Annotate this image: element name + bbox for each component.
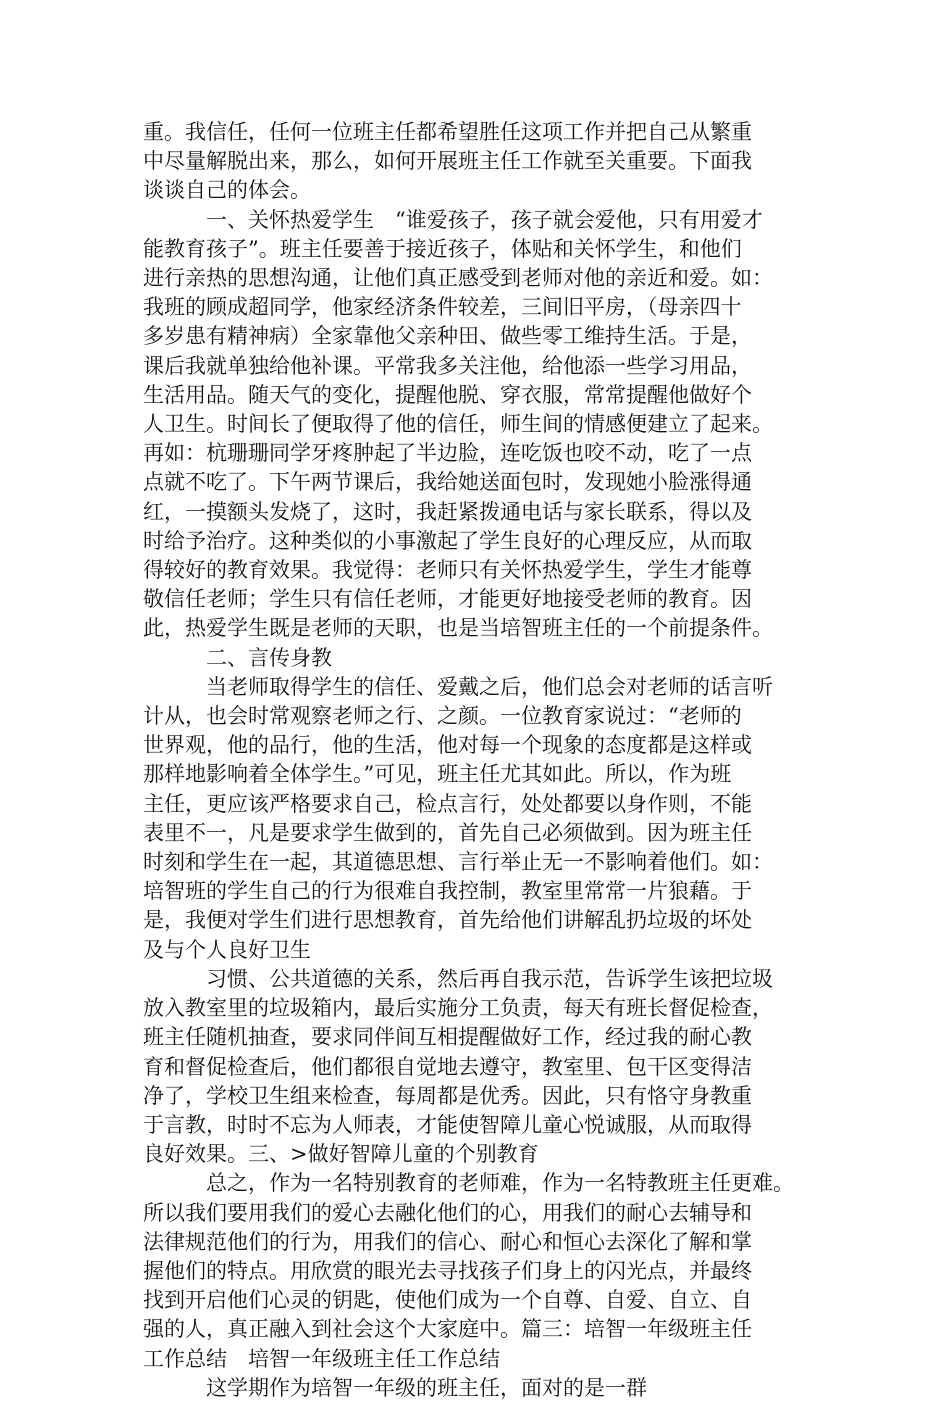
text-line: 法律规范他们的行为，用我们的信心、耐心和恒心去深化了解和掌 [143, 1229, 752, 1254]
text-line: 多岁患有精神病）全家靠他父亲种田、做些零工维持生活。于是， [143, 324, 752, 349]
text-line: 课后我就单独给他补课。平常我多关注他，给他添一些学习用品， [143, 353, 752, 378]
text-line: 那样地影响着全体学生。”可见，班主任尤其如此。所以，作为班 [143, 762, 732, 787]
text-line: 时刻和学生在一起，其道德思想、言行举止无一不影响着他们。如： [143, 850, 773, 875]
text-line: 表里不一，凡是要求学生做到的，首先自己必须做到。因为班主任 [143, 820, 752, 845]
text-line: 谈谈自己的体会。 [143, 178, 311, 203]
text-line: 总之，作为一名特别教育的老师难，作为一名特教班主任更难。 [143, 1171, 794, 1196]
text-line: 找到开启他们心灵的钥匙，使他们成为一个自尊、自爱、自立、自 [143, 1288, 752, 1313]
text-line: 这学期作为培智一年级的班主任，面对的是一群 [143, 1375, 647, 1400]
text-line: 敬信任老师；学生只有信任老师，才能更好地接受老师的教育。因 [143, 587, 752, 612]
text-line: 人卫生。时间长了便取得了他的信任，师生间的情感便建立了起来。 [143, 412, 773, 437]
text-line: 一、关怀热爱学生 “谁爱孩子，孩子就会爱他，只有用爱才 [143, 207, 763, 232]
text-line: 当老师取得学生的信任、爱戴之后，他们总会对老师的话言听 [143, 674, 773, 699]
text-line: 所以我们要用我们的爱心去融化他们的心，用我们的耐心去辅导和 [143, 1200, 752, 1225]
text-line: 进行亲热的思想沟通，让他们真正感受到老师对他的亲近和爱。如： [143, 266, 773, 291]
text-line: 于言教，时时不忘为人师表，才能使智障儿童心悦诚服，从而取得 [143, 1112, 752, 1137]
text-line: 时给予治疗。这种类似的小事激起了学生良好的心理反应，从而取 [143, 528, 752, 553]
text-line: 强的人，真正融入到社会这个大家庭中。篇三：培智一年级班主任 [143, 1317, 752, 1342]
text-line: 我班的顾成超同学，他家经济条件较差，三间旧平房，（母亲四十 [143, 295, 742, 320]
text-line: 是，我便对学生们进行思想教育，首先给他们讲解乱扔垃圾的坏处 [143, 908, 752, 933]
text-line: 主任，更应该严格要求自己，检点言行，处处都要以身作则，不能 [143, 791, 752, 816]
text-line: 生活用品。随天气的变化，提醒他脱、穿衣服，常常提醒他做好个 [143, 382, 752, 407]
text-line: 中尽量解脱出来，那么，如何开展班主任工作就至关重要。下面我 [143, 149, 752, 174]
text-line: 再如：杭珊珊同学牙疼肿起了半边脸，连吃饭也咬不动，吃了一点 [143, 441, 752, 466]
text-line: 工作总结 培智一年级班主任工作总结 [143, 1346, 500, 1371]
text-line: 及与个人良好卫生 [143, 937, 311, 962]
text-line: 重。我信任，任何一位班主任都希望胜任这项工作并把自己从繁重 [143, 120, 752, 144]
text-line: 握他们的特点。用欣赏的眼光去寻找孩子们身上的闪光点，并最终 [143, 1258, 752, 1283]
text-line: 良好效果。三、>做好智障儿童的个别教育 [143, 1142, 539, 1167]
text-line: 世界观，他的品行，他的生活，他对每一个现象的态度都是这样或 [143, 733, 752, 758]
text-line: 能教育孩子”。班主任要善于接近孩子，体贴和关怀学生，和他们 [143, 236, 742, 261]
text-line: 此，热爱学生既是老师的天职，也是当培智班主任的一个前提条件。 [143, 616, 773, 641]
text-line: 育和督促检查后，他们都很自觉地去遵守，教室里、包干区变得洁 [143, 1054, 752, 1079]
text-line: 净了，学校卫生组来检查，每周都是优秀。因此，只有恪守身教重 [143, 1083, 752, 1108]
document-body [143, 118, 819, 1403]
text-line: 点就不吃了。下午两节课后，我给她送面包时，发现她小脸涨得通 [143, 470, 752, 495]
text-line: 得较好的教育效果。我觉得：老师只有关怀热爱学生，学生才能尊 [143, 558, 752, 583]
text-line: 二、言传身教 [143, 645, 332, 670]
text-line: 培智班的学生自己的行为很难自我控制，教室里常常一片狼藉。于 [143, 879, 752, 904]
text-line: 计从，也会时常观察老师之行、之颜。一位教育家说过：“老师的 [143, 704, 742, 729]
text-line: 习惯、公共道德的关系，然后再自我示范，告诉学生该把垃圾 [143, 966, 773, 991]
text-line: 放入教室里的垃圾箱内，最后实施分工负责，每天有班长督促检查， [143, 996, 773, 1021]
text-line: 红，一摸额头发烧了，这时，我赶紧拨通电话与家长联系，得以及 [143, 499, 752, 524]
text-line: 班主任随机抽查，要求同伴间互相提醒做好工作，经过我的耐心教 [143, 1025, 752, 1050]
